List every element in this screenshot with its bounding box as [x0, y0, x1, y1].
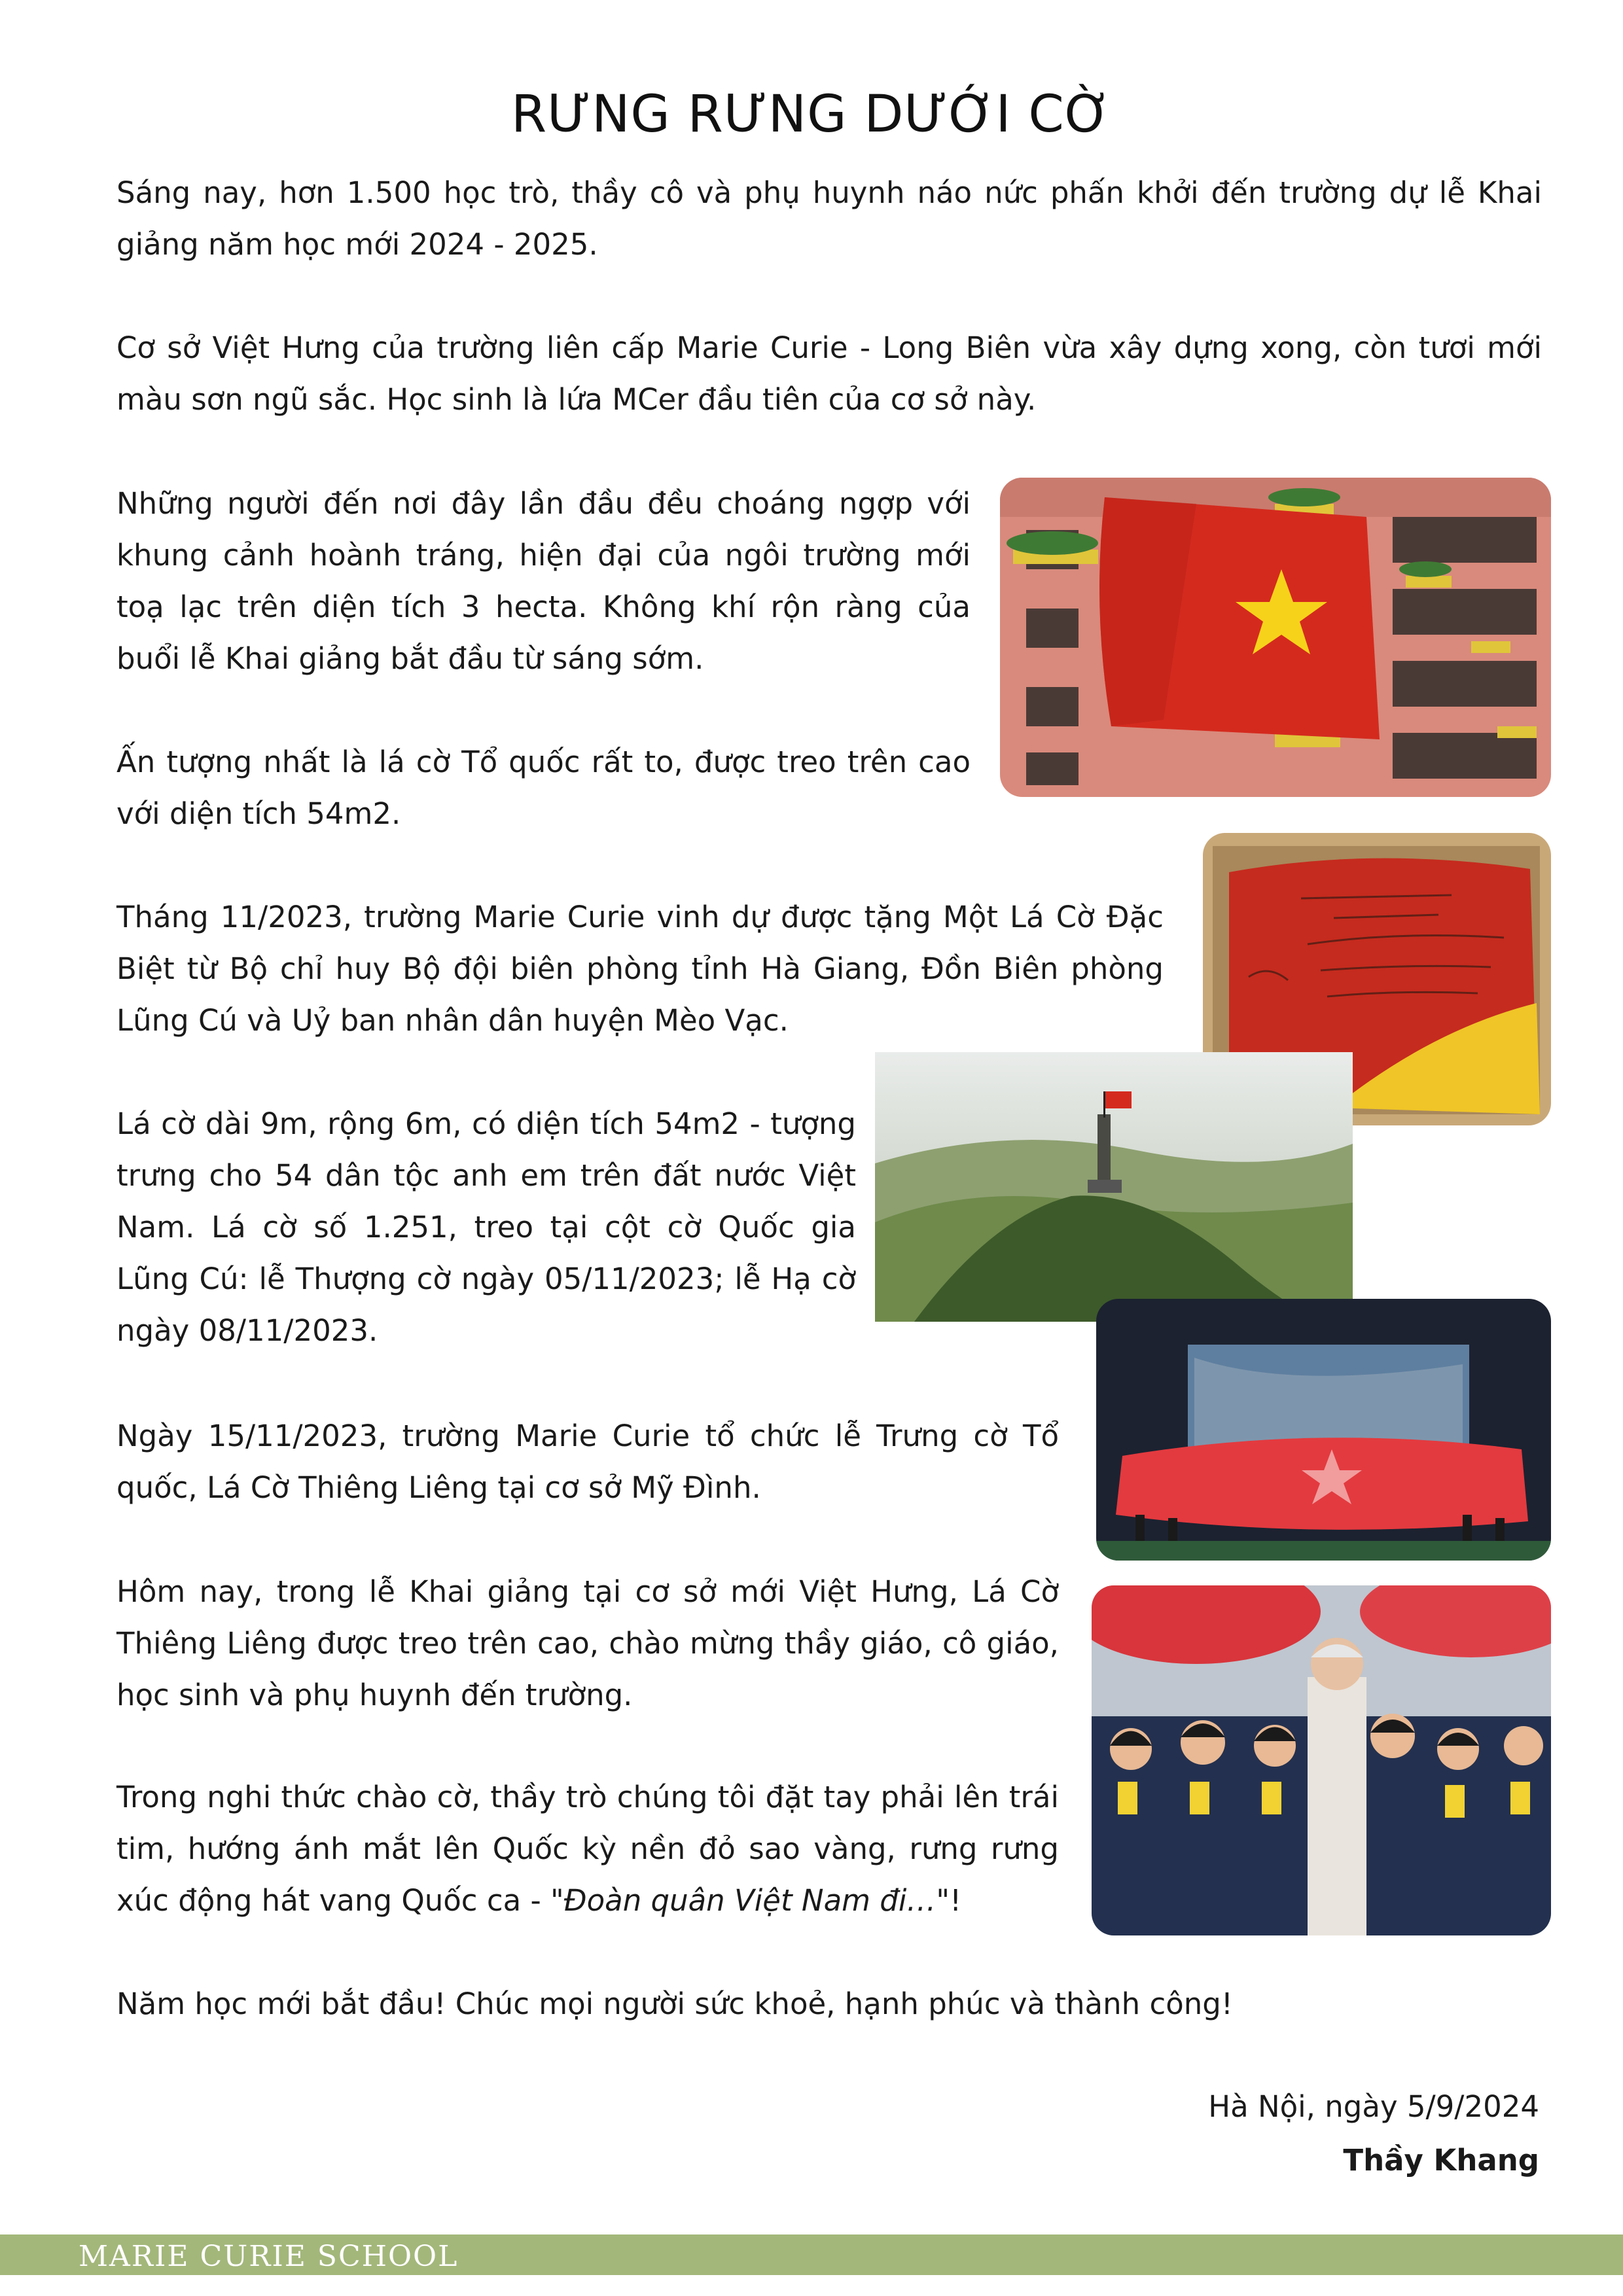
photo-school-flag-image	[1000, 478, 1551, 797]
photo-school-flag	[1000, 478, 1551, 797]
photo-lung-cu-tower-image	[875, 1052, 1353, 1322]
signature-date: Hà Nội, ngày 5/9/2024	[1208, 2089, 1539, 2124]
paragraph-3: Những người đến nơi đây lần đầu đều choáng ngợp với khung cảnh hoành tráng, hiện đại của ngôi trường mới toạ lạc trên diện tích 3 hecta. Không khí rộn ràng của buổi lễ Khai giảng bắt đầu từ sáng sớm.	[116, 486, 971, 676]
anthem-quote: "Đoàn quân Việt Nam đi…"	[550, 1883, 950, 1918]
paragraph-7: Ngày 15/11/2023, trường Marie Curie tổ chức lễ Trưng cờ Tổ quốc, Lá Cờ Thiêng Liêng tại cơ sở Mỹ Đình.	[116, 1419, 1059, 1505]
photo-flag-ceremony	[1096, 1299, 1551, 1561]
page-title: RƯNG RƯNG DƯỚI CỜ	[510, 85, 1113, 145]
paragraph-5: Tháng 11/2023, trường Marie Curie vinh dự được tặng Một Lá Cờ Đặc Biệt từ Bộ chỉ huy Bộ đội biên phòng tỉnh Hà Giang, Đồn Biên phòng Lũng Cú và Uỷ ban nhân dân huyện Mèo Vạc.	[116, 900, 1164, 1038]
photo-students-salute-image	[1092, 1585, 1551, 1935]
footer-school-name: MARIE CURIE SCHOOL	[79, 2240, 459, 2273]
paragraph-9	[116, 1771, 1059, 1926]
paragraph-4: Ấn tượng nhất là lá cờ Tổ quốc rất to, được treo trên cao với diện tích 54m2.	[116, 745, 971, 831]
signature-name: Thầy Khang	[1343, 2143, 1539, 2178]
photo-students-salute	[1092, 1585, 1551, 1935]
photo-flag-ceremony-image	[1096, 1299, 1551, 1561]
paragraph-8: Hôm nay, trong lễ Khai giảng tại cơ sở mới Việt Hưng, Lá Cờ Thiêng Liêng được treo trên cao, chào mừng thầy giáo, cô giáo, học sinh và phụ huynh đến trường.	[116, 1574, 1059, 1712]
paragraph-10: Năm học mới bắt đầu! Chúc mọi người sức khoẻ, hạnh phúc và thành công!	[116, 1987, 1233, 2021]
paragraph-1: Sáng nay, hơn 1.500 học trò, thầy cô và phụ huynh náo nức phấn khởi đến trường dự lễ Khai giảng năm học mới 2024 - 2025.	[116, 175, 1542, 262]
paragraph-2: Cơ sở Việt Hưng của trường liên cấp Marie Curie - Long Biên vừa xây dựng xong, còn tươi mới màu sơn ngũ sắc. Học sinh là lứa MCer đầu tiên của cơ sở này.	[116, 330, 1542, 417]
paragraph-6: Lá cờ dài 9m, rộng 6m, có diện tích 54m2 - tượng trưng cho 54 dân tộc anh em trên đất nước Việt Nam. Lá cờ số 1.251, treo tại cột cờ Quốc gia Lũng Cú: lễ Thượng cờ ngày 05/11/2023; lễ Hạ cờ ngày 08/11/2023.	[116, 1106, 856, 1348]
footer-bar	[0, 2234, 1623, 2275]
paragraph-9-end: !	[950, 1883, 962, 1918]
paragraph-9-text: Trong nghi thức chào cờ, thầy trò chúng tôi đặt tay phải lên trái tim, hướng ánh mắt lên Quốc kỳ nền đỏ sao vàng, rưng rưng xúc động hát vang Quốc ca -	[116, 1780, 1059, 1918]
photo-lung-cu-tower	[875, 1052, 1353, 1322]
